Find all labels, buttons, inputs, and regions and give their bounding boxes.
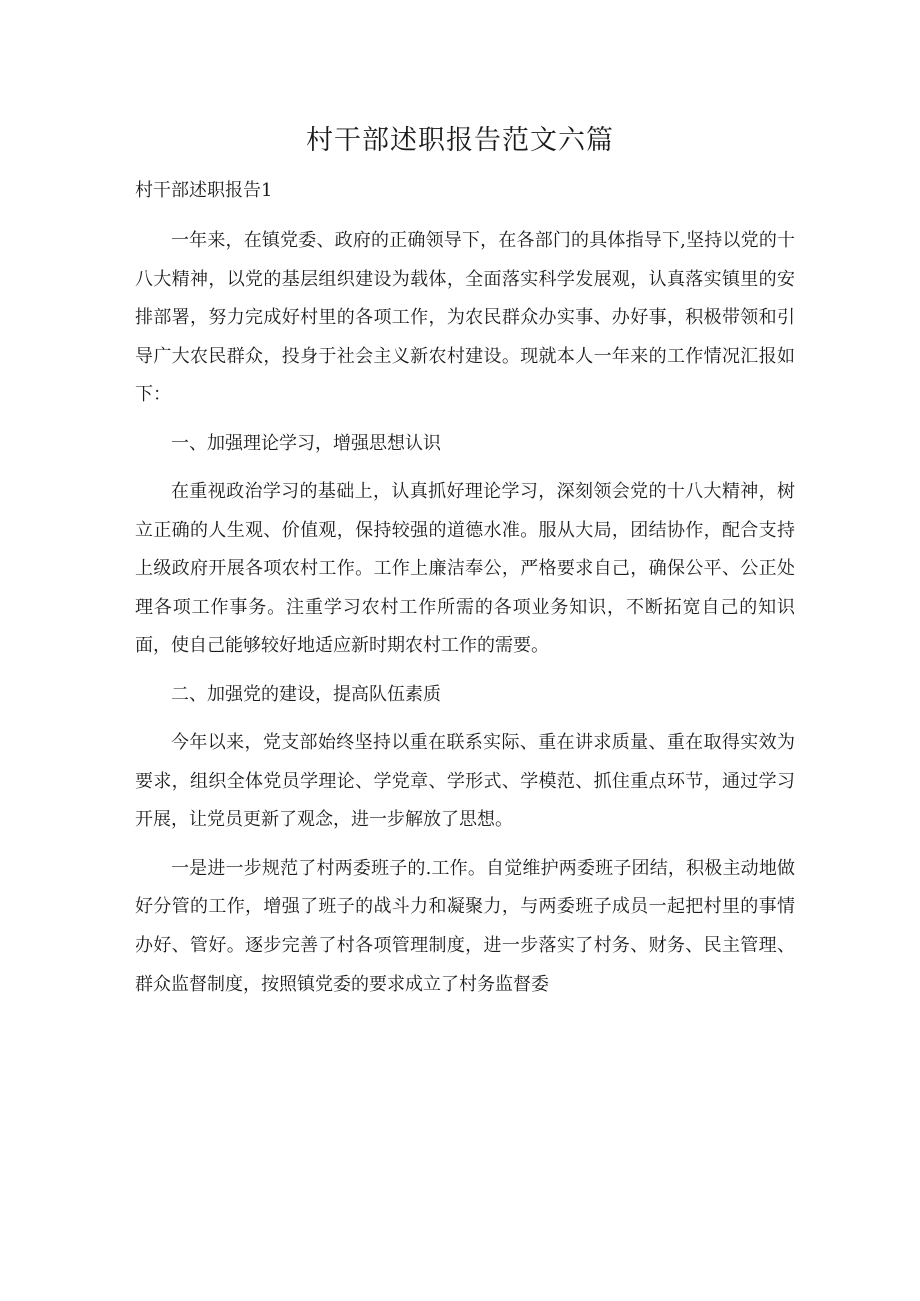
paragraph-committee-work: 一是进一步规范了村两委班子的.工作。自觉维护两委班子团结，积极主动地做好分管的工作，增强了班子的战斗力和凝聚力，与两委班子成员一起把村里的事情办好、管好。逐步完善了村各项管理制度，进一步落实了村务、财务、民主管理、群众监督制度，按照镇党委的要求成立了村务监督委 [135, 857, 795, 995]
paragraph-party-building: 今年以来，党支部始终坚持以重在联系实际、重在讲求质量、重在取得实效为要求，组织全体党员学理论、学党章、学形式、学模范、抓住重点环节，通过学习开展，让党员更新了观念，进一步解放了思想。 [135, 731, 795, 831]
paragraph-theory-study: 在重视政治学习的基础上，认真抓好理论学习，深刻领会党的十八大精神，树立正确的人生观、价值观，保持较强的道德水准。服从大局，团结协作，配合支持上级政府开展各项农村工作。工作上廉洁奉公，严格要求自己，确保公平、公正处理各项工作事务。注重学习农村工作所需的各项业务知识，不断拓宽自己的知识面，使自己能够较好地适应新时期农村工作的需要。 [135, 480, 795, 657]
section-subtitle: 村干部述职报告1 [135, 180, 273, 201]
section-heading-1: 一、加强理论学习，增强思想认识 [171, 432, 441, 454]
section-heading-2: 二、加强党的建设，提高队伍素质 [171, 683, 441, 705]
document-title: 村干部述职报告范文六篇 [306, 125, 614, 156]
document-body [135, 172, 795, 1014]
paragraph-intro: 一年来，在镇党委、政府的正确领导下，在各部门的具体指导下,坚持以党的十八大精神，以党的基层组织建设为载体，全面落实科学发展观，认真落实镇里的安排部署，努力完成好村里的各项工作，为农民群众办实事、办好事，积极带领和引导广大农民群众，投身于社会主义新农村建设。现就本人一年来的工作情况汇报如下： [135, 230, 795, 406]
